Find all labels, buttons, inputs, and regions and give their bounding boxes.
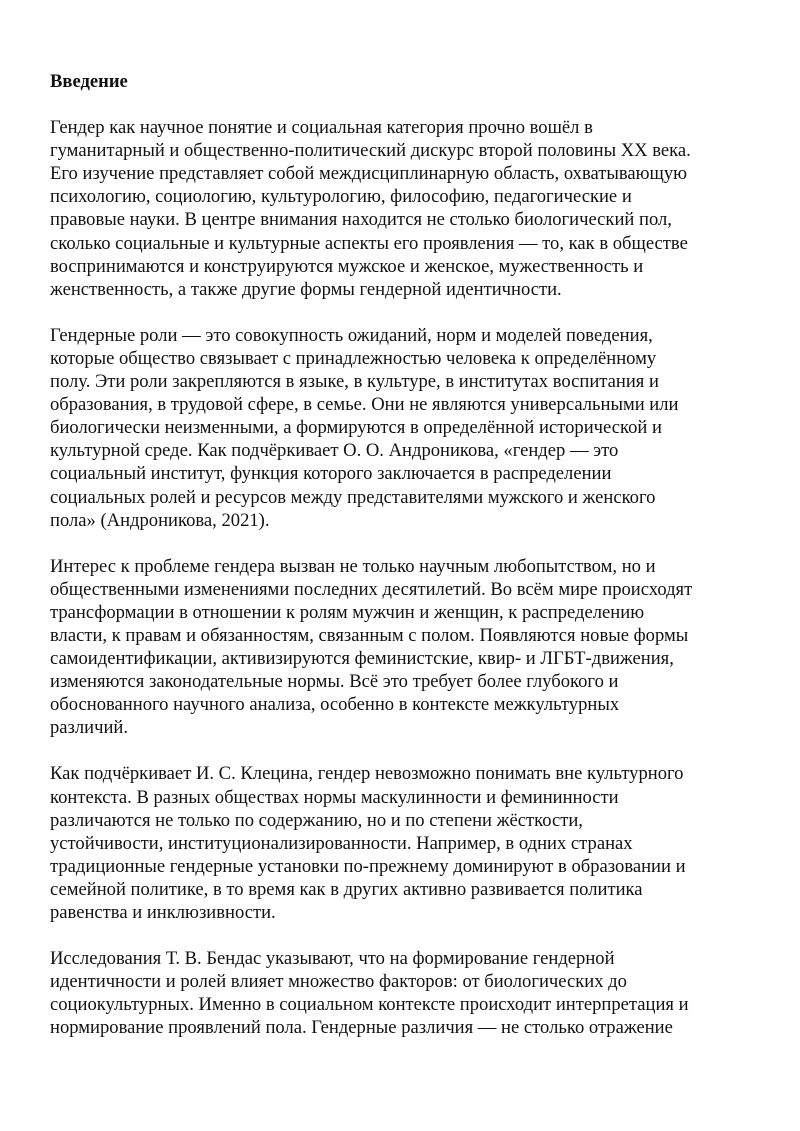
paragraph-line: Гендер как научное понятие и социальная категория прочно вошёл в	[50, 117, 593, 139]
paragraph-line: трансформации в отношении к ролям мужчин и женщин, к распределению	[50, 601, 645, 623]
paragraph-line: обоснованного научного анализа, особенно в контексте межкультурных	[50, 694, 620, 716]
section-heading: Введение	[50, 71, 128, 92]
paragraph-line: устойчивости, институционализированности. Например, в одних странах	[50, 832, 633, 854]
paragraph-line: биологически неизменными, а формируются в определённой исторической и	[50, 417, 662, 439]
paragraph-line: образования, в трудовой сфере, в семье. Они не являются универсальными или	[50, 394, 679, 416]
paragraph-line: семейной политике, в то время как в других активно развивается политика	[50, 878, 643, 900]
paragraph-line: различаются не только по содержанию, но и по степени жёсткости,	[50, 809, 583, 831]
paragraph	[50, 947, 760, 1039]
paragraph	[50, 324, 760, 532]
paragraph-line: изменяются законодательные нормы. Всё это требует более глубокого и	[50, 671, 619, 693]
paragraph	[50, 116, 760, 301]
paragraph-line: полу. Эти роли закрепляются в языке, в культуре, в институтах воспитания и	[50, 371, 659, 393]
paragraph-line: правовые науки. В центре внимания находится не столько биологический пол,	[50, 209, 672, 231]
paragraph-line: гуманитарный и общественно-политический дискурс второй половины XX века.	[50, 140, 691, 162]
paragraph-line: социокультурных. Именно в социальном контексте происходит интерпретация и	[50, 994, 689, 1016]
paragraph-line: культурной среде. Как подчёркивает О. О. Андроникова, «гендер — это	[50, 440, 619, 462]
document-body	[50, 116, 760, 1039]
paragraph-line: Как подчёркивает И. С. Клецина, гендер невозможно понимать вне культурного	[50, 763, 684, 785]
paragraph-line: власти, к правам и обязанностям, связанным с полом. Появляются новые формы	[50, 624, 689, 646]
paragraph-line: равенства и инклюзивности.	[50, 902, 276, 923]
paragraph-line: сколько социальные и культурные аспекты его проявления — то, как в обществе	[50, 232, 688, 254]
paragraph-line: социальных ролей и ресурсов между представителями мужского и женского	[50, 486, 656, 508]
paragraph	[50, 555, 760, 740]
paragraph-line: самоидентификации, активизируются феминистские, квир- и ЛГБТ-движения,	[50, 648, 674, 670]
paragraph-line: Его изучение представляет собой междисциплинарную область, охватывающую	[50, 163, 688, 185]
paragraph-line: социальный институт, функция которого заключается в распределении	[50, 463, 612, 485]
paragraph-line: пола» (Андроникова, 2021).	[50, 509, 270, 531]
paragraph-line: Гендерные роли — это совокупность ожиданий, норм и моделей поведения,	[50, 324, 653, 346]
paragraph-line: Интерес к проблеме гендера вызван не только научным любопытством, но и	[50, 555, 656, 577]
paragraph-line: психологию, социологию, культурологию, философию, педагогические и	[50, 186, 632, 208]
paragraph-line: контекста. В разных обществах нормы маскулинности и фемининности	[50, 786, 619, 808]
paragraph-line: Исследования Т. В. Бендас указывают, что на формирование гендерной	[50, 948, 615, 970]
paragraph-line: женственность, а также другие формы гендерной идентичности.	[50, 278, 562, 300]
paragraph-line: общественными изменениями последних десятилетий. Во всём мире происходят	[50, 578, 693, 600]
paragraph-line: различий.	[50, 717, 129, 739]
paragraph-line: которые общество связывает с принадлежностью человека к определённому	[50, 347, 657, 369]
paragraph-line: традиционные гендерные установки по-прежнему доминируют в образовании и	[50, 855, 686, 877]
paragraph-line: идентичности и ролей влияет множество факторов: от биологических до	[50, 971, 627, 993]
paragraph-line: нормирование проявлений пола. Гендерные различия — не столько отражение	[50, 1017, 673, 1039]
paragraph	[50, 762, 760, 924]
paragraph-line: воспринимаются и конструируются мужское и женское, мужественность и	[50, 255, 644, 277]
